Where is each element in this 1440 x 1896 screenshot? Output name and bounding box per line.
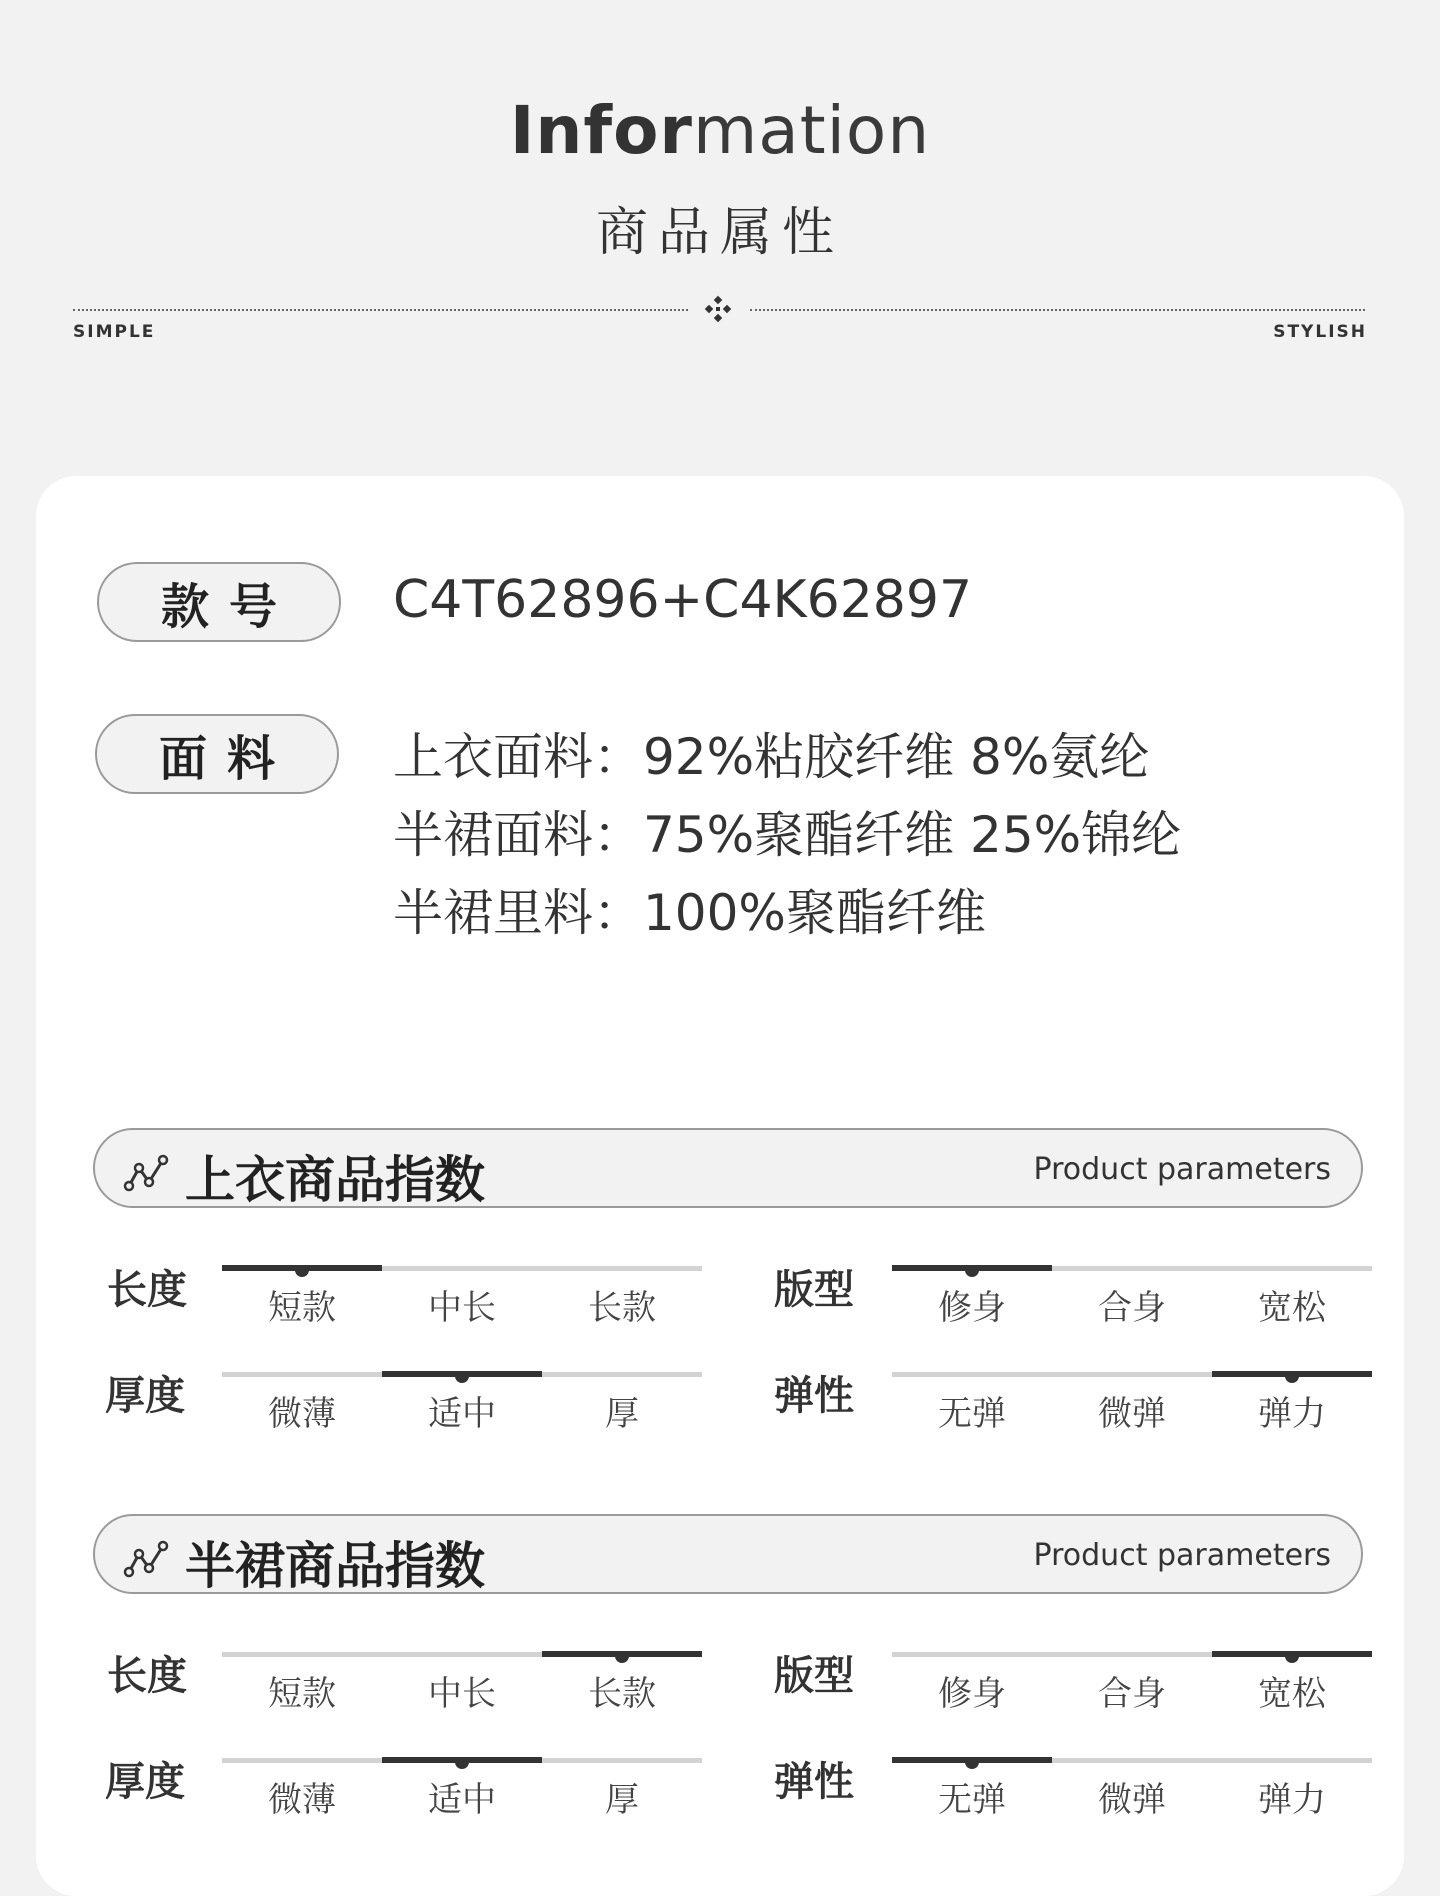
param-option: 短款	[268, 1674, 336, 1714]
param-label-fit: 版型	[774, 1267, 854, 1313]
param-option: 微弹	[1098, 1394, 1166, 1434]
param-indicator-icon	[615, 1653, 629, 1663]
header-title-en	[0, 92, 1440, 169]
section-title: 半裙商品指数	[185, 1537, 485, 1595]
param-option: 微薄	[268, 1780, 336, 1820]
code-pill: 款号	[97, 562, 341, 642]
param-track	[222, 1652, 702, 1714]
param-option: 微薄	[268, 1394, 336, 1434]
param-option: 微弹	[1098, 1780, 1166, 1820]
param-label-length: 长度	[107, 1653, 187, 1699]
fabric-list	[393, 718, 1181, 952]
param-option: 合身	[1098, 1674, 1166, 1714]
fabric-line: 半裙面料：75%聚酯纤维 25%锦纶	[393, 806, 1182, 864]
param-indicator-icon	[295, 1267, 309, 1277]
section-bar-skirt	[93, 1514, 1363, 1594]
param-track	[892, 1266, 1372, 1328]
param-label-elasticity: 弹性	[774, 1759, 854, 1805]
divider-right	[750, 309, 1365, 311]
param-option: 长款	[588, 1674, 656, 1714]
code-value: C4T62896+C4K62897	[393, 570, 973, 630]
param-option: 修身	[938, 1288, 1006, 1328]
trend-chart-icon	[123, 1538, 171, 1578]
param-track	[892, 1758, 1372, 1820]
param-option: 无弹	[938, 1394, 1006, 1434]
param-option: 长款	[588, 1288, 656, 1328]
param-option: 宽松	[1258, 1674, 1326, 1714]
divider-left	[73, 309, 688, 311]
param-option: 适中	[428, 1394, 496, 1434]
param-label-elasticity: 弹性	[774, 1373, 854, 1419]
fabric-line: 半裙里料：100%聚酯纤维	[393, 884, 986, 942]
param-indicator-icon	[455, 1759, 469, 1769]
param-option: 合身	[1098, 1288, 1166, 1328]
param-option: 弹力	[1258, 1780, 1326, 1820]
section-subtitle: Product parameters	[1033, 1152, 1331, 1187]
param-option: 宽松	[1258, 1288, 1326, 1328]
param-track	[892, 1652, 1372, 1714]
section-title: 上衣商品指数	[185, 1151, 485, 1209]
param-indicator-icon	[1285, 1373, 1299, 1383]
param-indicator-icon	[965, 1759, 979, 1769]
param-option: 弹力	[1258, 1394, 1326, 1434]
fabric-pill: 面料	[95, 714, 339, 794]
param-track	[892, 1372, 1372, 1434]
param-option: 无弹	[938, 1780, 1006, 1820]
param-track	[222, 1266, 702, 1328]
diamond-ornament-icon	[704, 295, 732, 323]
param-label-thickness: 厚度	[105, 1373, 185, 1419]
param-track	[222, 1758, 702, 1820]
label-simple: SIMPLE	[73, 322, 156, 342]
param-option: 厚	[605, 1780, 639, 1820]
title-en-light: mation	[692, 92, 931, 169]
label-stylish: STYLISH	[1273, 322, 1367, 342]
param-option: 修身	[938, 1674, 1006, 1714]
param-option: 中长	[428, 1288, 496, 1328]
title-en-bold: Infor	[509, 92, 693, 169]
trend-chart-icon	[123, 1152, 171, 1192]
param-label-thickness: 厚度	[105, 1759, 185, 1805]
param-option: 厚	[605, 1394, 639, 1434]
param-indicator-icon	[1285, 1653, 1299, 1663]
param-option: 适中	[428, 1780, 496, 1820]
param-option: 中长	[428, 1674, 496, 1714]
param-indicator-icon	[455, 1373, 469, 1383]
param-track	[222, 1372, 702, 1434]
section-subtitle: Product parameters	[1033, 1538, 1331, 1573]
fabric-line: 上衣面料：92%粘胶纤维 8%氨纶	[393, 728, 1150, 786]
param-indicator-icon	[965, 1267, 979, 1277]
param-label-fit: 版型	[774, 1653, 854, 1699]
param-option: 短款	[268, 1288, 336, 1328]
param-label-length: 长度	[107, 1267, 187, 1313]
header-title-cn: 商品属性	[595, 203, 844, 263]
section-bar-top	[93, 1128, 1363, 1208]
